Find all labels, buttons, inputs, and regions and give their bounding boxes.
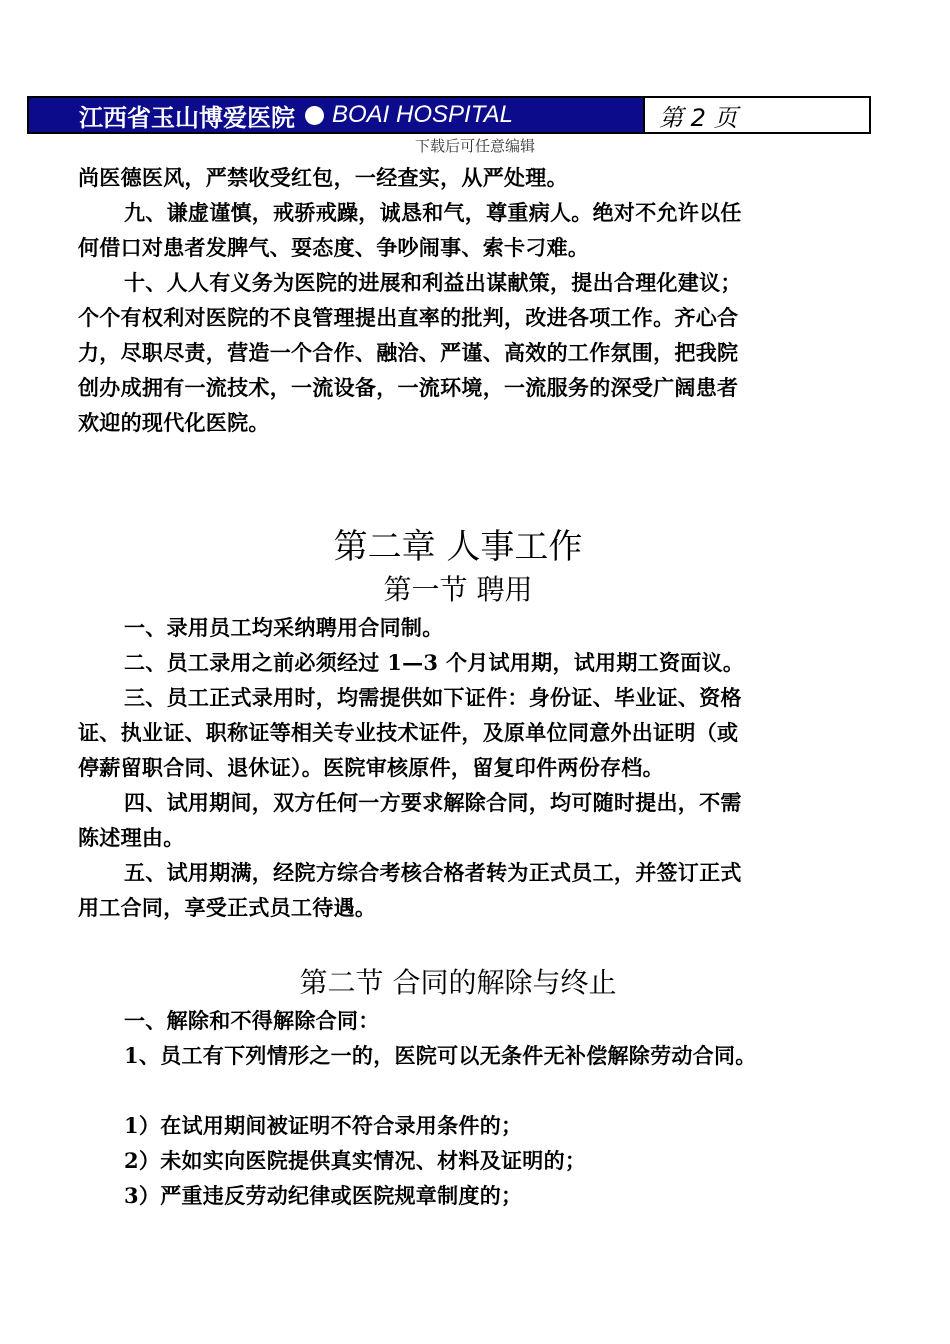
section-title: 第一节 聘用 xyxy=(383,573,533,606)
paragraph-line: 停薪留职合同、退休证）。医院审核原件，留复印件两份存档。 xyxy=(78,755,664,780)
hospital-name-en: BOAI HOSPITAL xyxy=(332,101,513,128)
paragraph-line: 何借口对患者发脾气、耍态度、争吵闹事、索卡刁难。 xyxy=(78,235,590,260)
bullet-dot-icon xyxy=(305,106,324,125)
hospital-name-cn: 江西省玉山博爱医院 xyxy=(79,103,295,132)
document-body xyxy=(78,160,838,1213)
page-number: 第 2 页 xyxy=(659,103,738,132)
paragraph-line: 欢迎的现代化医院。 xyxy=(78,410,270,435)
header-hospital-banner xyxy=(29,98,643,132)
paragraph-line: 一、解除和不得解除合同： xyxy=(124,1008,380,1033)
paragraph-line: 1、员工有下列情形之一的，医院可以无条件无补偿解除劳动合同。 xyxy=(124,1043,757,1068)
paragraph-line: 三、员工正式录用时，均需提供如下证件：身份证、毕业证、资格 xyxy=(124,685,742,710)
paragraph-line: 二、员工录用之前必须经过 1—3 个月试用期，试用期工资面议。 xyxy=(124,650,745,675)
paragraph-line: 证、执业证、职称证等相关专业技术证件，及原单位同意外出证明（或 xyxy=(78,720,739,745)
paragraph-line: 尚医德医风，严禁收受红包，一经查实，从严处理。 xyxy=(78,165,568,190)
list-item: 3）严重违反劳动纪律或医院规章制度的； xyxy=(124,1183,523,1208)
paragraph-line: 十、人人有义务为医院的进展和利益出谋献策，提出合理化建议； xyxy=(124,270,742,295)
chapter-title: 第二章 人事工作 xyxy=(333,527,583,567)
paragraph-line: 九、谦虚谨慎，戒骄戒躁，诚恳和气，尊重病人。绝对不允许以任 xyxy=(124,200,742,225)
paragraph-line: 个个有权利对医院的不良管理提出直率的批判，改进各项工作。齐心合 xyxy=(78,305,739,330)
paragraph-line: 一、录用员工均采纳聘用合同制。 xyxy=(124,615,444,640)
paragraph-line: 五、试用期满，经院方综合考核合格者转为正式员工，并签订正式 xyxy=(124,860,742,885)
page-header xyxy=(27,96,871,134)
watermark-text: 下载后可任意编辑 xyxy=(414,137,535,155)
list-item: 1）在试用期间被证明不符合录用条件的； xyxy=(124,1113,523,1138)
paragraph-line: 力，尽职尽责，营造一个合作、融洽、严谨、高效的工作氛围，把我院 xyxy=(78,340,739,365)
paragraph-line: 陈述理由。 xyxy=(78,825,185,850)
paragraph-line: 四、试用期间，双方任何一方要求解除合同，均可随时提出，不需 xyxy=(124,790,742,815)
list-item: 2）未如实向医院提供真实情况、材料及证明的； xyxy=(124,1148,587,1173)
paragraph-line: 用工合同，享受正式员工待遇。 xyxy=(78,895,377,920)
section-title: 第二节 合同的解除与终止 xyxy=(299,966,617,999)
paragraph-line: 创办成拥有一流技术，一流设备，一流环境，一流服务的深受广阔患者 xyxy=(78,375,739,400)
